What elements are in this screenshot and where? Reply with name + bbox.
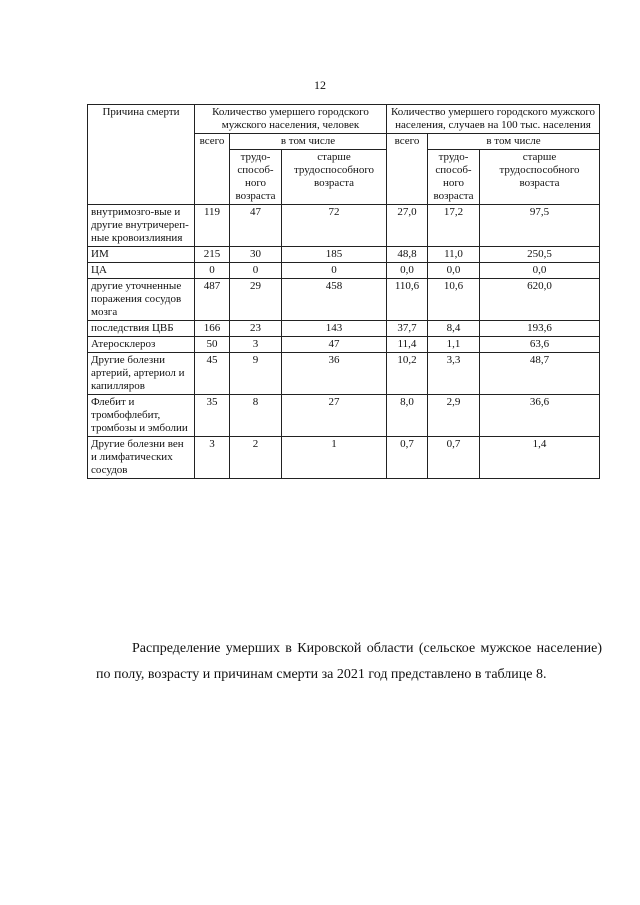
cell-abs-older: 185: [282, 247, 387, 263]
cell-rate-working-age: 3,3: [428, 353, 480, 395]
cell-cause: другие уточненные поражения сосудов мозга: [88, 279, 195, 321]
cell-cause: Флебит и тромбофлебит, тромбозы и эмболии: [88, 395, 195, 437]
paragraph-text: Распределение умерших в Кировской области (сельское мужское население) по полу, возрасту и причинам смерти за 2021 год представлено в таблице 8.: [96, 641, 602, 682]
cell-abs-total: 215: [195, 247, 230, 263]
cell-rate-older: 36,6: [480, 395, 600, 437]
cell-rate-working-age: 17,2: [428, 205, 480, 247]
cell-abs-working-age: 23: [230, 321, 282, 337]
cell-abs-older: 1: [282, 437, 387, 479]
table-header-row: [88, 105, 600, 134]
cell-abs-working-age: 2: [230, 437, 282, 479]
cell-abs-total: 45: [195, 353, 230, 395]
cell-cause: ЦА: [88, 263, 195, 279]
cell-cause: Другие болезни вен и лимфатических сосудов: [88, 437, 195, 479]
header-rate-working-age: трудо-способ-ного возраста: [428, 150, 480, 205]
cell-rate-total: 8,0: [387, 395, 428, 437]
header-abs-older: старше трудоспособного возраста: [282, 150, 387, 205]
cell-abs-total: 119: [195, 205, 230, 247]
cell-cause: ИМ: [88, 247, 195, 263]
body-paragraph: [96, 636, 602, 688]
cell-abs-older: 27: [282, 395, 387, 437]
cell-rate-working-age: 1,1: [428, 337, 480, 353]
cell-abs-total: 0: [195, 263, 230, 279]
table-body: [88, 205, 600, 479]
mortality-table: [87, 104, 600, 479]
table-row: [88, 321, 600, 337]
table-row: [88, 205, 600, 247]
cell-rate-total: 48,8: [387, 247, 428, 263]
cell-rate-older: 620,0: [480, 279, 600, 321]
cell-cause: последствия ЦВБ: [88, 321, 195, 337]
cell-abs-total: 487: [195, 279, 230, 321]
cell-abs-working-age: 30: [230, 247, 282, 263]
cell-rate-older: 250,5: [480, 247, 600, 263]
cell-abs-total: 35: [195, 395, 230, 437]
table-row: [88, 337, 600, 353]
cell-rate-total: 27,0: [387, 205, 428, 247]
cell-cause: Атеросклероз: [88, 337, 195, 353]
cell-rate-working-age: 2,9: [428, 395, 480, 437]
cell-rate-older: 0,0: [480, 263, 600, 279]
cell-rate-total: 11,4: [387, 337, 428, 353]
cell-abs-total: 166: [195, 321, 230, 337]
header-abs-total: всего: [195, 134, 230, 205]
cell-rate-older: 193,6: [480, 321, 600, 337]
cell-abs-total: 50: [195, 337, 230, 353]
cell-rate-total: 110,6: [387, 279, 428, 321]
cell-rate-total: 10,2: [387, 353, 428, 395]
header-rate-including: в том числе: [428, 134, 600, 150]
table-row: [88, 437, 600, 479]
table-row: [88, 279, 600, 321]
cell-rate-total: 0,7: [387, 437, 428, 479]
cell-rate-older: 48,7: [480, 353, 600, 395]
header-rate-group: Количество умершего городского мужского населения, случаев на 100 тыс. населения: [387, 105, 600, 134]
page-number: 12: [314, 78, 326, 92]
header-absolute-group: Количество умершего городского мужского населения, человек: [195, 105, 387, 134]
table-row: [88, 395, 600, 437]
cell-abs-working-age: 29: [230, 279, 282, 321]
cell-cause: внутримозго-вые и другие внутричереп-ные кровоизлияния: [88, 205, 195, 247]
cell-abs-total: 3: [195, 437, 230, 479]
cell-cause: Другие болезни артерий, артериол и капилляров: [88, 353, 195, 395]
table-row: [88, 353, 600, 395]
cell-abs-working-age: 9: [230, 353, 282, 395]
cell-abs-older: 458: [282, 279, 387, 321]
cell-abs-working-age: 0: [230, 263, 282, 279]
table-row: [88, 247, 600, 263]
cell-abs-older: 0: [282, 263, 387, 279]
cell-rate-working-age: 8,4: [428, 321, 480, 337]
cell-abs-older: 72: [282, 205, 387, 247]
cell-rate-working-age: 10,6: [428, 279, 480, 321]
header-rate-total: всего: [387, 134, 428, 205]
table-row: [88, 263, 600, 279]
header-abs-working-age: трудо-способ-ного возраста: [230, 150, 282, 205]
cell-abs-older: 36: [282, 353, 387, 395]
header-abs-including: в том числе: [230, 134, 387, 150]
cell-abs-older: 47: [282, 337, 387, 353]
cell-rate-working-age: 11,0: [428, 247, 480, 263]
cell-abs-working-age: 3: [230, 337, 282, 353]
header-cause: Причина смерти: [88, 105, 195, 205]
cell-abs-older: 143: [282, 321, 387, 337]
header-rate-older: старше трудоспособного возраста: [480, 150, 600, 205]
cell-abs-working-age: 47: [230, 205, 282, 247]
cell-rate-older: 63,6: [480, 337, 600, 353]
cell-rate-older: 1,4: [480, 437, 600, 479]
cell-abs-working-age: 8: [230, 395, 282, 437]
cell-rate-working-age: 0,7: [428, 437, 480, 479]
cell-rate-working-age: 0,0: [428, 263, 480, 279]
cell-rate-total: 0,0: [387, 263, 428, 279]
cell-rate-total: 37,7: [387, 321, 428, 337]
cell-rate-older: 97,5: [480, 205, 600, 247]
